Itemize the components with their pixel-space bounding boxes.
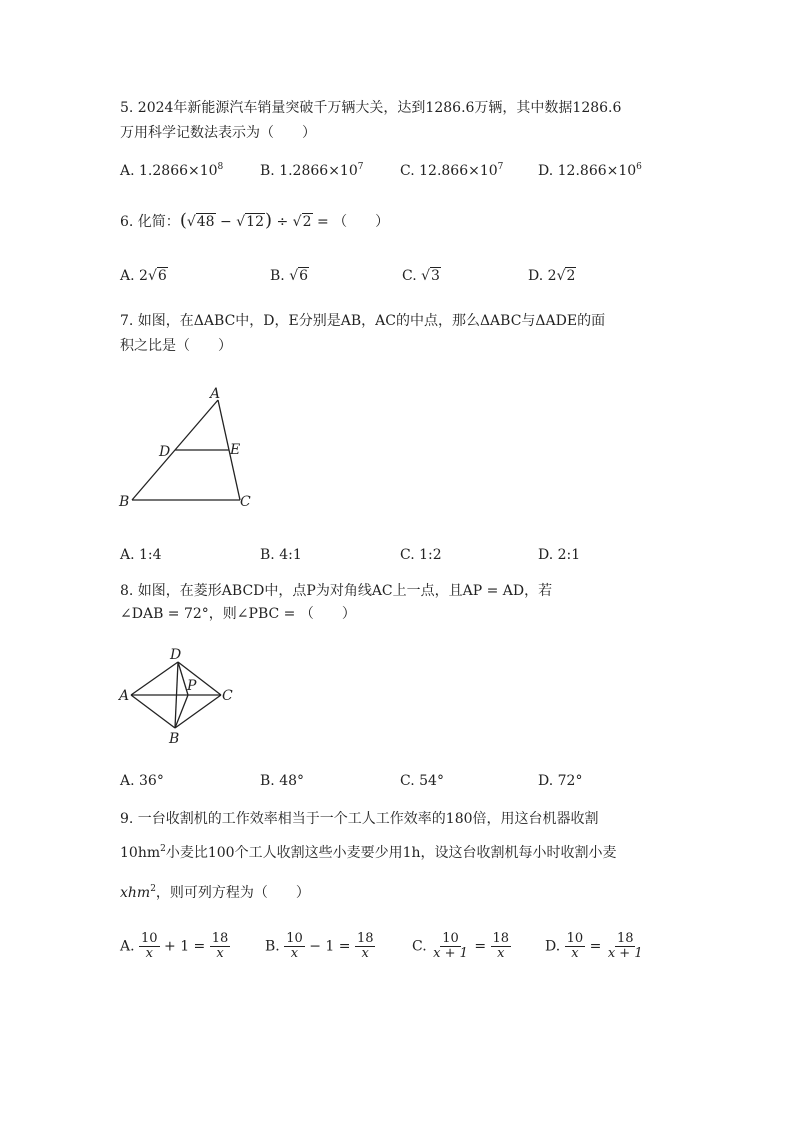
q9-stem-line3: xhm$^2$，则可列方程为（ ） — [120, 884, 310, 901]
label-a: A — [210, 386, 221, 402]
side-ba — [131, 695, 175, 728]
q6-option-d: D. 2√2 — [528, 268, 576, 284]
label-d: D — [170, 647, 182, 663]
q9-option-c: C. $\frac{10}{x + 1}$ = $\frac{18}{x}$ — [412, 931, 510, 961]
label-e: E — [230, 442, 241, 458]
side-ad — [131, 662, 178, 695]
q7-option-d: D. 2:1 — [538, 547, 581, 563]
q5-option-c: C. $12.866\times 10^7$ — [400, 162, 504, 179]
q7-triangle-figure — [110, 380, 270, 520]
q7-option-b: B. 4:1 — [260, 547, 302, 563]
q8-stem-line1: 8. 如图，在菱形ABCD中，点P为对角线AC上一点，且AP = AD，若 — [120, 583, 553, 599]
q9-option-a: A. $\frac{10}{x}$ + 1 = $\frac{18}{x}$ — [120, 931, 229, 961]
q7-option-c: C. 1:2 — [400, 547, 442, 563]
q8-option-d: D. 72° — [538, 773, 583, 789]
q8-option-a: A. 36° — [120, 773, 164, 789]
q6-option-c: C. √3 — [402, 268, 440, 284]
q8-option-b: B. 48° — [260, 773, 305, 789]
q8-option-c: C. 54° — [400, 773, 444, 789]
q7-option-a: A. 1:4 — [120, 547, 162, 563]
q9-stem-line2: $10hm^2$小麦比100个工人收割这些小麦要少用1h，设这台收割机每小时收割小麦 — [120, 844, 617, 861]
q9-stem-line1: 9. 一台收割机的工作效率相当于一个工人工作效率的180倍，用这台机器收割 — [120, 811, 599, 827]
q7-stem-line2: 积之比是（ ） — [120, 338, 232, 354]
q5-stem-line1: 5. 2024年新能源汽车销量突破千万辆大关，达到1286.6万辆，其中数据1286.6 — [120, 100, 622, 116]
label-d: D — [159, 444, 171, 460]
q6-option-a: A. 2√6 — [120, 268, 167, 284]
side-dc — [178, 662, 221, 695]
label-a: A — [119, 688, 130, 704]
q5-stem-line2: 万用科学记数法表示为（ ） — [120, 125, 316, 141]
q5-option-d: D. $12.866\times 10^6$ — [538, 162, 642, 179]
q9-option-b: B. $\frac{10}{x}$ − 1 = $\frac{18}{x}$ — [265, 931, 374, 961]
q9-option-d: D. $\frac{10}{x}$ = $\frac{18}{x + 1}$ — [545, 931, 643, 961]
label-b: B — [169, 731, 180, 746]
q8-rhombus-figure — [112, 644, 252, 746]
q7-stem-line1: 7. 如图，在ΔABC中，D，E分别是AB，AC的中点，那么ΔABC与ΔADE的面 — [120, 313, 606, 329]
label-c: C — [222, 688, 233, 704]
q5-option-b: B. $1.2866\times 10^7$ — [260, 162, 364, 179]
q5-option-a: A. $1.2866\times 10^8$ — [120, 162, 224, 179]
q8-stem-line2: ∠DAB = 72°，则∠PBC = （ ） — [120, 606, 356, 622]
q6-option-b: B. √6 — [270, 268, 309, 284]
label-p: P — [187, 678, 197, 694]
label-b: B — [119, 494, 130, 510]
label-c: C — [240, 494, 251, 510]
q6-stem: 6. 化简：(√48 − √12) ÷ √2 = （ ） — [120, 210, 390, 231]
